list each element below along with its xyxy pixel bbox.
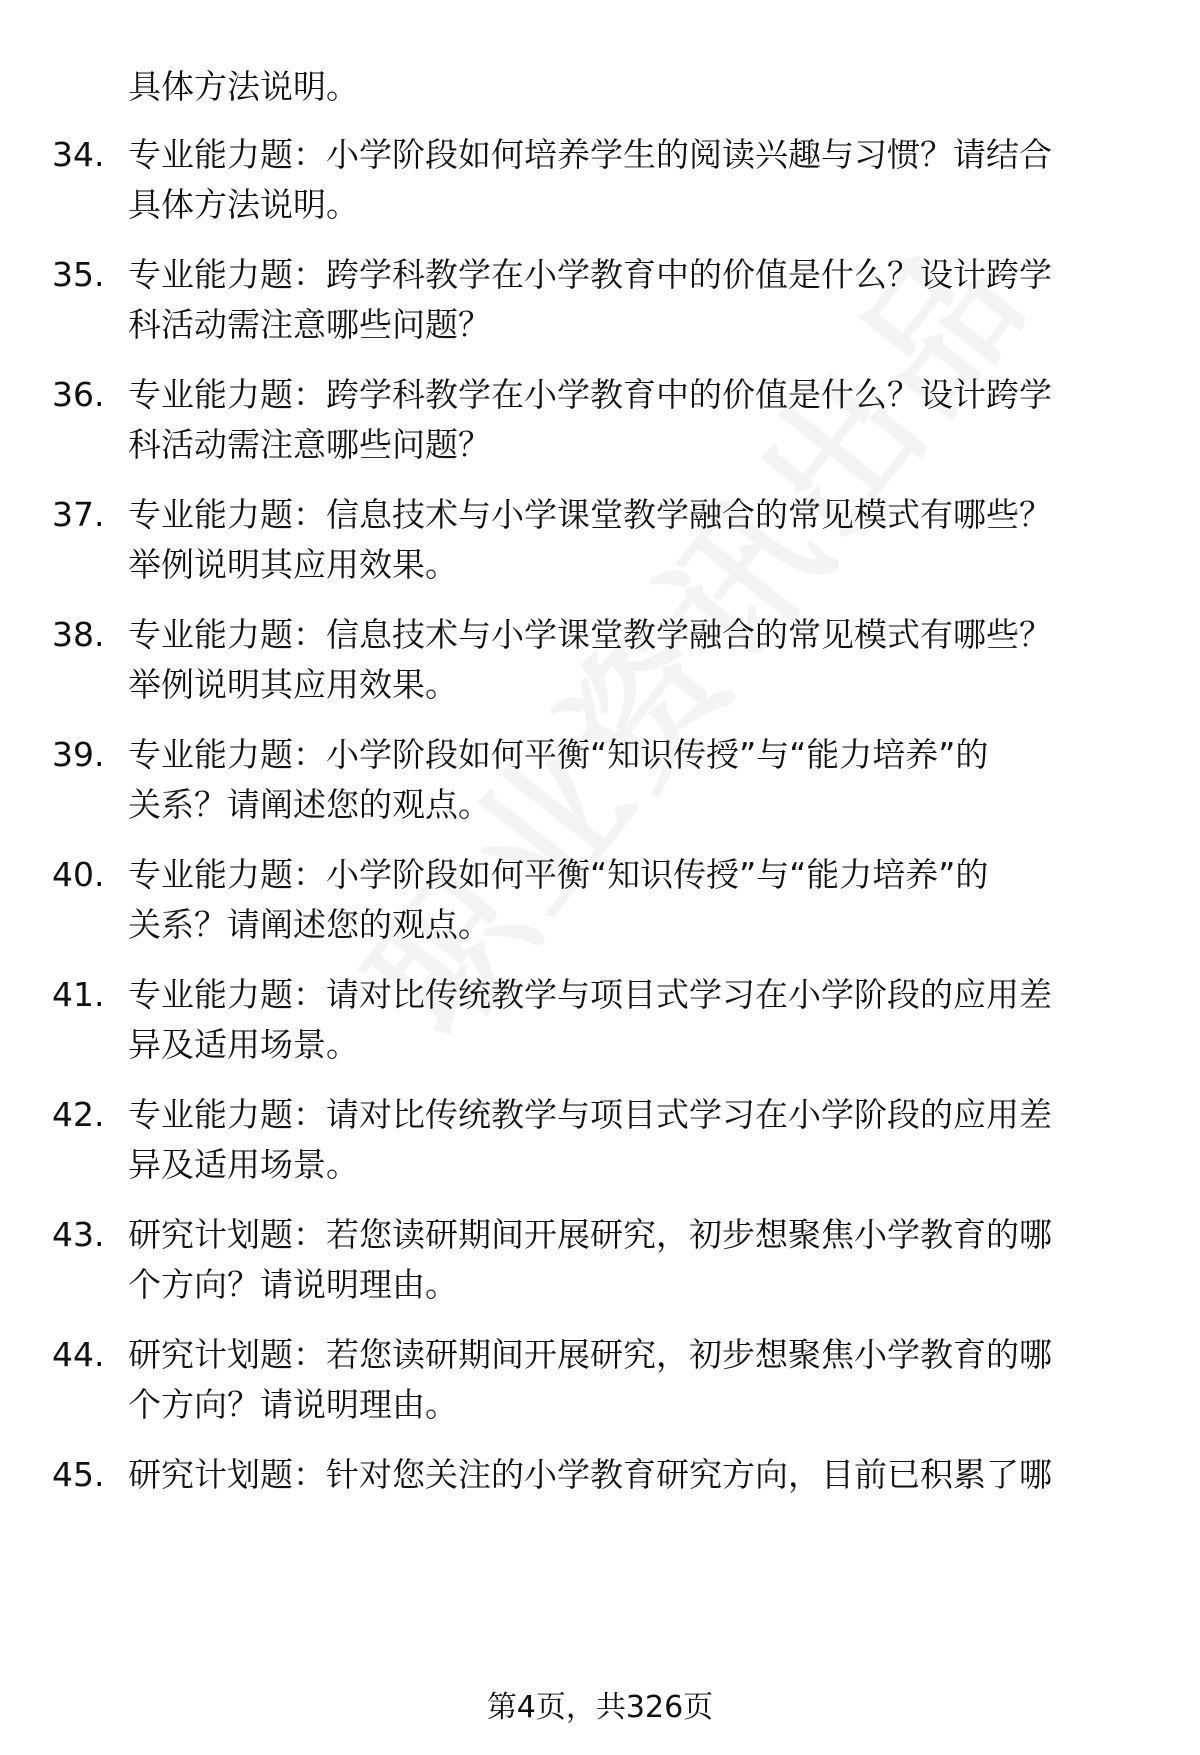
question-number: 34. [52,135,105,174]
question-number: 35. [52,255,105,294]
question-text-line: 科活动需注意哪些问题？ [128,305,491,344]
question-number: 39. [52,735,105,774]
question-text-line: 专业能力题：请对比传统教学与项目式学习在小学阶段的应用差 [128,1095,1052,1134]
question-text-line: 研究计划题：若您读研期间开展研究，初步想聚焦小学教育的哪 [128,1335,1052,1374]
question-text-line: 研究计划题：针对您关注的小学教育研究方向，目前已积累了哪 [128,1455,1052,1494]
question-text-line: 异及适用场景。 [128,1145,359,1184]
question-text-line: 个方向？请说明理由。 [128,1265,458,1304]
question-text-line: 关系？请阐述您的观点。 [128,785,491,824]
question-number: 37. [52,495,105,534]
question-text-line: 具体方法说明。 [128,185,359,224]
page-footer: 第4页，共326页 [486,1690,714,1725]
question-text-line: 关系？请阐述您的观点。 [128,905,491,944]
question-text-line: 专业能力题：跨学科教学在小学教育中的价值是什么？设计跨学 [128,255,1052,294]
question-text-line: 专业能力题：小学阶段如何平衡“知识传授”与“能力培养”的 [128,855,989,894]
continuation-text: 具体方法说明。 [128,67,359,106]
question-text-line: 科活动需注意哪些问题？ [128,425,491,464]
question-text-line: 专业能力题：信息技术与小学课堂教学融合的常见模式有哪些？ [128,495,1052,534]
question-number: 40. [52,855,105,894]
question-text-line: 专业能力题：信息技术与小学课堂教学融合的常见模式有哪些？ [128,615,1052,654]
question-number: 36. [52,375,105,414]
question-text-line: 研究计划题：若您读研期间开展研究，初步想聚焦小学教育的哪 [128,1215,1052,1254]
question-number: 41. [52,975,105,1014]
question-text-line: 异及适用场景。 [128,1025,359,1064]
question-text-line: 专业能力题：小学阶段如何培养学生的阅读兴趣与习惯？请结合 [128,135,1052,174]
question-text-line: 专业能力题：跨学科教学在小学教育中的价值是什么？设计跨学 [128,375,1052,414]
question-number: 44. [52,1335,105,1374]
question-number: 38. [52,615,105,654]
question-text-line: 专业能力题：请对比传统教学与项目式学习在小学阶段的应用差 [128,975,1052,1014]
question-number: 45. [52,1455,105,1494]
question-number: 43. [52,1215,105,1254]
question-number: 42. [52,1095,105,1134]
question-text-line: 举例说明其应用效果。 [128,665,458,704]
question-text-line: 专业能力题：小学阶段如何平衡“知识传授”与“能力培养”的 [128,735,989,774]
question-text-line: 举例说明其应用效果。 [128,545,458,584]
question-text-line: 个方向？请说明理由。 [128,1385,458,1424]
